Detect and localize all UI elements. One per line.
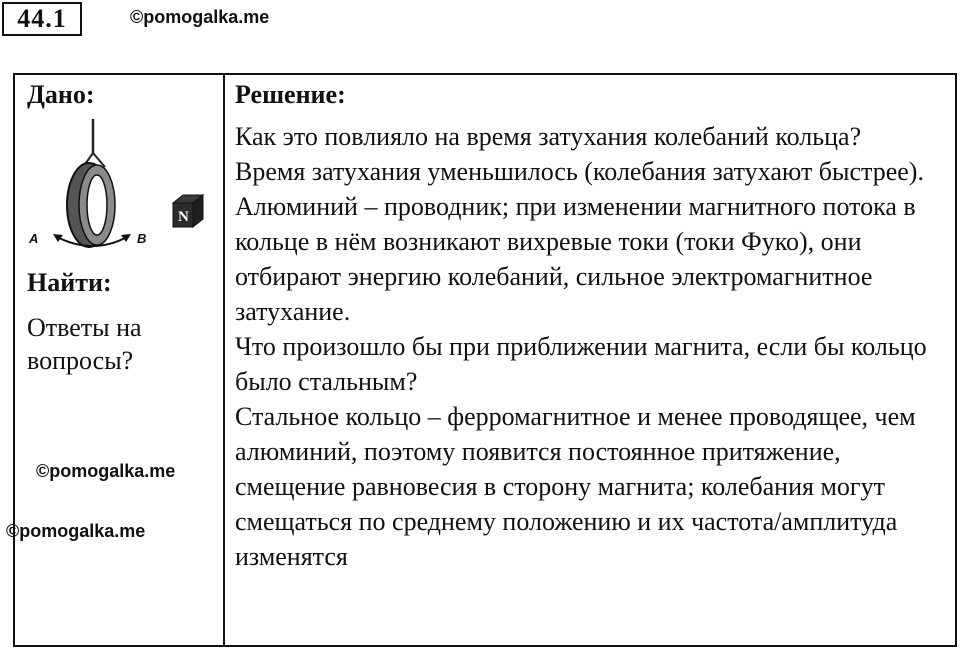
label-b: B [137, 231, 147, 246]
solution-question-2: Что произошло бы при приближении магнита, если бы кольцо было стальным? [235, 332, 927, 396]
given-heading: Дано: [27, 80, 95, 109]
solution-answer-2: Стальное кольцо – ферромагнитное и менее проводящее, чем алюминий, поэтому появится постоянное притяжение, смещение равновесия в сторону магнита; колебания могут смещаться по среднему положению и их частота/амплитуда изменятся [235, 402, 916, 571]
problem-number: 44.1 [2, 2, 82, 36]
solution-question-1: Как это повлияло на время затухания колебаний кольца? [235, 122, 862, 151]
solution-heading: Решение: [235, 80, 346, 109]
solution-body [235, 119, 947, 574]
arrow-head-right [121, 234, 131, 242]
problem-table [13, 73, 957, 647]
column-divider [223, 75, 225, 645]
magnet-label: N [178, 209, 189, 225]
label-a: A [29, 231, 39, 246]
ring-pendulum-figure [23, 119, 218, 259]
watermark-lower: ©pomogalka.me [6, 521, 146, 541]
ring-hole [87, 175, 107, 235]
solution-answer-1: Время затухания уменьшилось (колебания затухают быстрее). Алюминий – проводник; при изменении магнитного потока в кольце в нём возникают вихревые токи (токи Фуко), они отбирают энергию колебаний, сильное электромагнитное затухание. [235, 157, 924, 326]
arrow-head-left [53, 234, 63, 242]
watermark-top: ©pomogalka.me [130, 7, 270, 27]
find-text: Ответы на вопросы? [27, 313, 142, 375]
find-heading: Найти: [27, 268, 112, 297]
watermark-middle: ©pomogalka.me [36, 461, 176, 481]
